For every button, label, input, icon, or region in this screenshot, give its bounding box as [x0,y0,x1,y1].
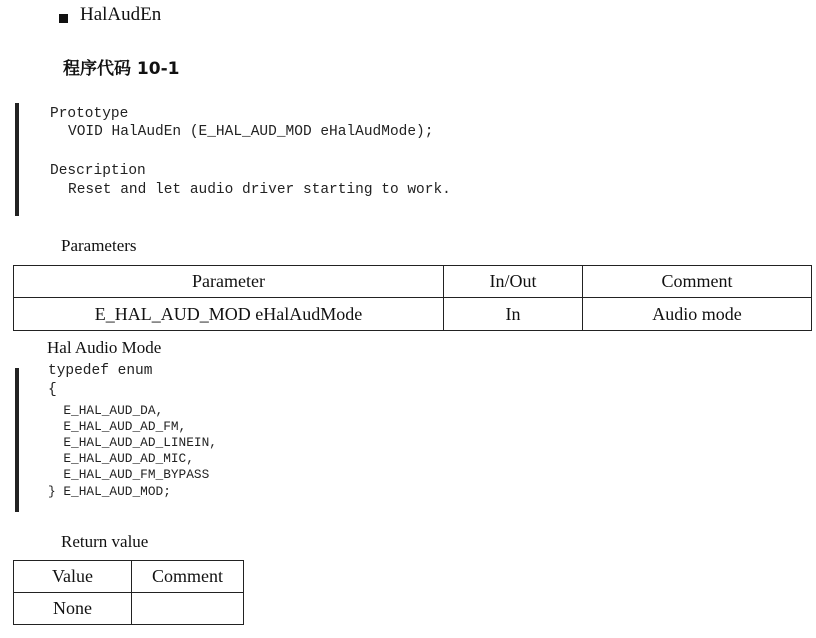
enum-line: E_HAL_AUD_AD_FM, [48,419,187,434]
enum-line: E_HAL_AUD_AD_LINEIN, [48,435,217,450]
enum-line: E_HAL_AUD_AD_MIC, [48,451,194,466]
prototype-code: VOID HalAudEn (E_HAL_AUD_MOD eHalAudMode); [68,124,434,140]
inout-cell: In [444,298,583,331]
parameters-table [13,265,812,331]
enum-line: } E_HAL_AUD_MOD; [48,484,171,499]
header-cell-comment: Comment [583,266,812,298]
enum-line: E_HAL_AUD_FM_BYPASS [48,467,210,482]
enum-line: E_HAL_AUD_DA, [48,403,164,418]
table-header-row [14,266,812,298]
table-row [14,298,812,331]
table-row [14,593,244,625]
header-cell-inout: In/Out [444,266,583,298]
parameter-cell: E_HAL_AUD_MOD eHalAudMode [14,298,444,331]
return-value-label: Return value [61,532,149,551]
value-cell: None [14,593,132,625]
header-cell-comment: Comment [132,561,244,593]
enum-line: { [48,382,57,398]
description-label: Description [50,163,146,179]
enum-line: typedef enum [48,363,153,379]
return-value-table [13,560,244,625]
header-cell-value: Value [14,561,132,593]
listing-title: 程序代码 10-1 [63,59,180,79]
hal-audio-mode-label: Hal Audio Mode [47,338,162,357]
comment-cell: Audio mode [583,298,812,331]
function-name-heading: HalAudEn [80,4,162,25]
comment-cell [132,593,244,625]
prototype-label: Prototype [50,106,129,122]
enum-block-rule [15,368,19,512]
code-block-rule [15,103,19,216]
parameters-label: Parameters [61,236,137,255]
header-cell-parameter: Parameter [14,266,444,298]
bullet-square-icon [59,14,68,23]
description-text: Reset and let audio driver starting to work. [68,182,451,198]
table-header-row [14,561,244,593]
